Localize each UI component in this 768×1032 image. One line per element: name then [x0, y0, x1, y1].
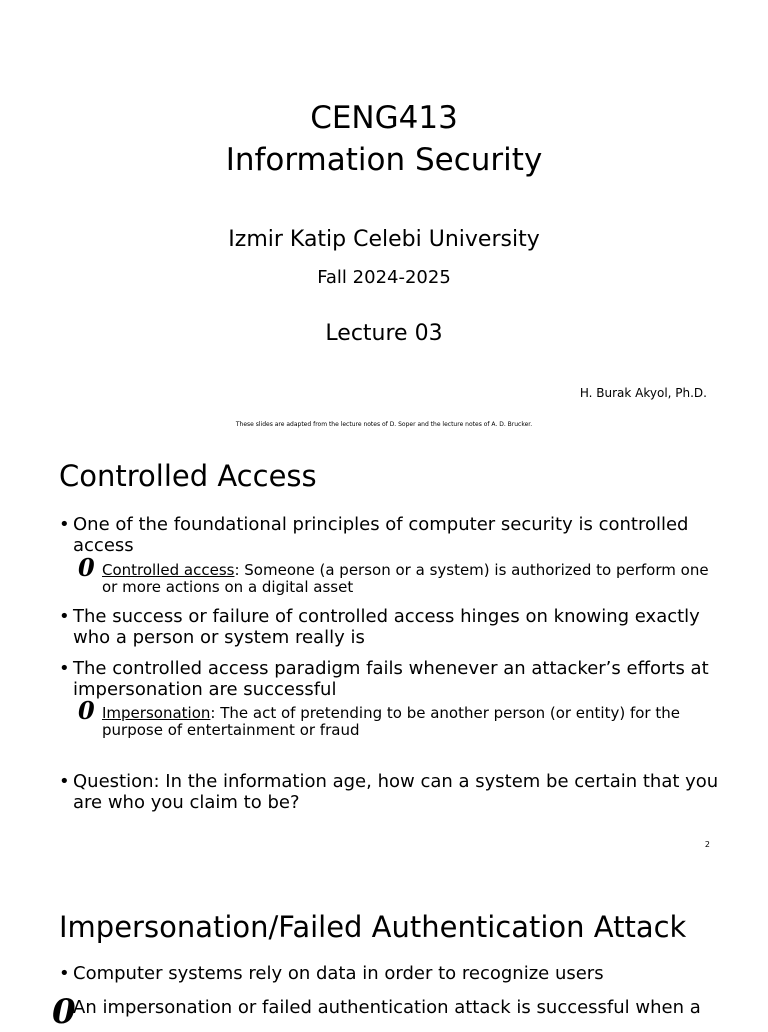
course-name: Information Security [225, 142, 543, 178]
credit-note: These slides are adapted from the lecture notes of D. Soper and the lecture notes of A. D. Brucker. [235, 421, 533, 428]
slide-title-impersonation: Impersonation/Failed Authentication Attack [59, 910, 687, 944]
bullet-dot-icon: • [59, 658, 70, 679]
bullet-dot-icon: • [59, 963, 70, 984]
bullet-dot-icon: • [59, 606, 70, 627]
bullet-item [59, 514, 719, 556]
definition-text: : The act of pretending to be another person (or entity) for the purpose of entertainment or fraud [102, 704, 680, 739]
bullet-text: An impersonation or failed authentication attack is successful when a [73, 997, 701, 1018]
bullet-text: The controlled access paradigm fails whenever an attacker’s efforts at impersonation are successful [73, 658, 709, 700]
lecture-number: Lecture 03 [325, 321, 443, 346]
bullet-text: Computer systems rely on data in order to recognize users [73, 963, 604, 984]
university-name: Izmir Katip Celebi University [228, 227, 540, 252]
author: H. Burak Akyol, Ph.D. [579, 386, 707, 400]
bullet-item [59, 963, 719, 984]
bullet-text: The success or failure of controlled access hinges on knowing exactly who a person or system really is [73, 606, 700, 648]
definition-term: Impersonation [102, 704, 211, 722]
sub-bullet-item [78, 553, 722, 596]
bullet-text: Question: In the information age, how can a system be certain that you are who you claim to be? [73, 771, 719, 813]
bullet-item [59, 771, 719, 813]
bullet-item [59, 658, 719, 700]
bullet-item [59, 606, 719, 648]
wingding-bullet-icon: 0 [78, 696, 95, 725]
bullet-text: One of the foundational principles of computer security is controlled access [73, 514, 689, 556]
bullet-item [73, 997, 733, 1018]
slide-title-controlled-access: Controlled Access [59, 459, 317, 493]
wingding-bullet-icon: 0 [52, 992, 76, 1032]
bullet-dot-icon: • [59, 771, 70, 792]
sub-bullet-item [78, 696, 722, 739]
term: Fall 2024-2025 [317, 267, 451, 288]
page-number: 2 [704, 840, 710, 849]
definition-text: : Someone (a person or a system) is authorized to perform one or more actions on a digital asset [102, 561, 709, 596]
course-code: CENG413 [310, 100, 458, 136]
definition-term: Controlled access [102, 561, 235, 579]
bullet-dot-icon: • [59, 514, 70, 535]
wingding-bullet-icon: 0 [78, 553, 95, 582]
